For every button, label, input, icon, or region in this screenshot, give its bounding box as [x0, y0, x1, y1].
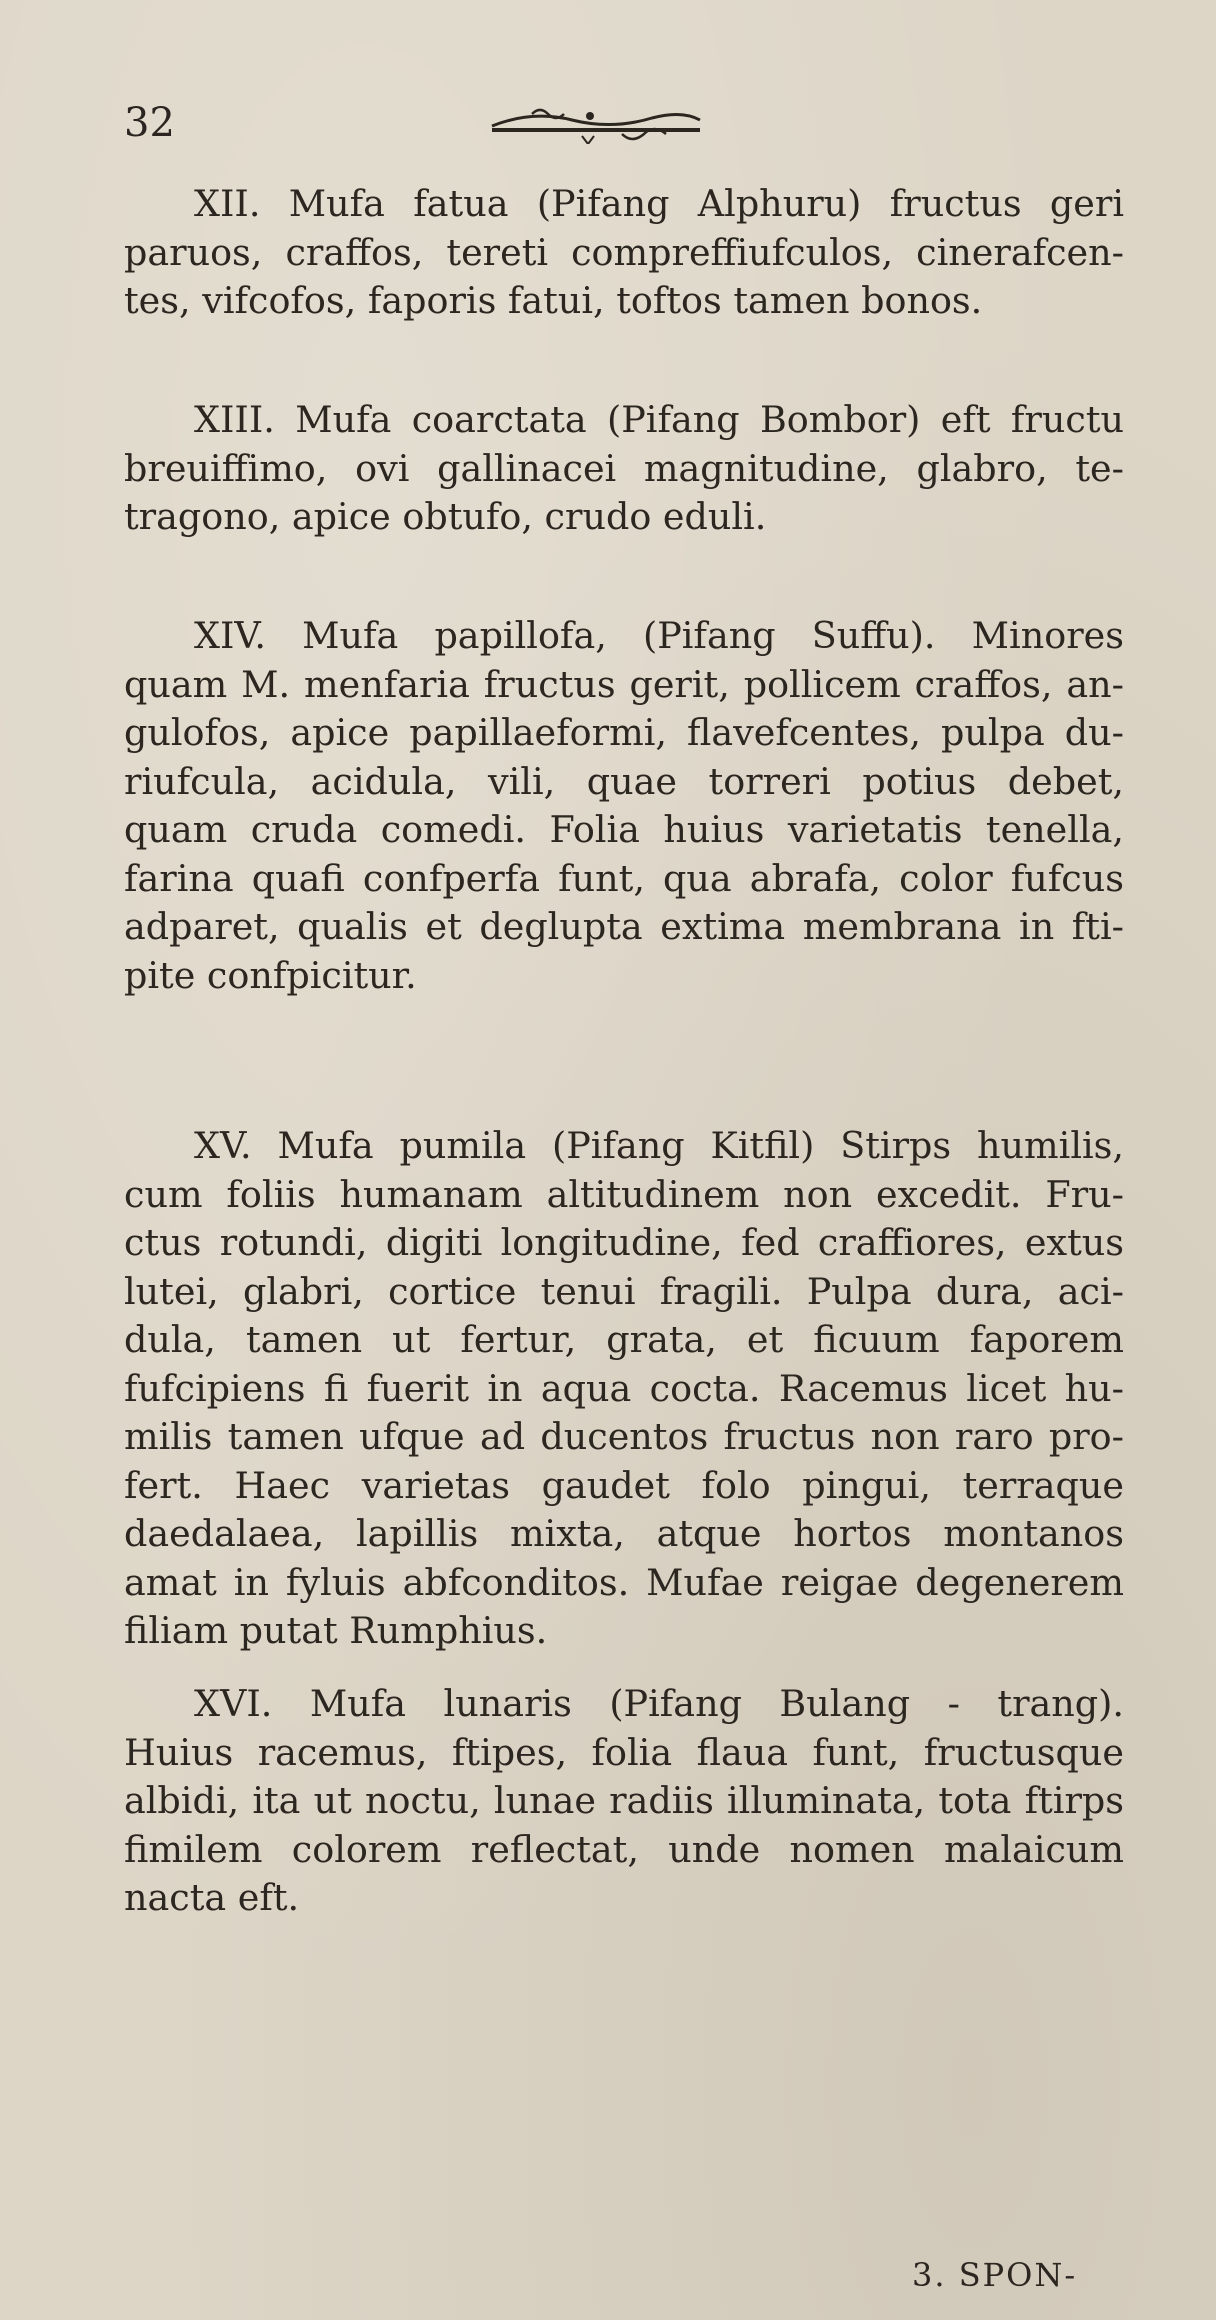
- entry-line: fert. Haec varietas gaudet folo pingui, terraque: [124, 1463, 1124, 1507]
- entry-line: daedalaea, lapillis mixta, atque hortos montanos: [124, 1512, 1124, 1555]
- entry-line: ctus rotundi, digiti longitudine, fed craffiores, extus: [124, 1221, 1124, 1264]
- entry-line: Huius racemus, ftipes, folia flaua funt, fructusque: [124, 1730, 1124, 1774]
- entry-line: XVI. Mufa lunaris (Pifang Bulang - trang).: [194, 1682, 1124, 1725]
- entry-line: filiam putat Rumphius.: [124, 1609, 548, 1652]
- entry-line: XV. Mufa pumila (Pifang Kitfil) Stirps humilis,: [194, 1124, 1124, 1167]
- entry-line: farina quafi confperfa funt, qua abrafa, color fufcus: [124, 856, 1124, 900]
- entry-line: lutei, glabri, cortice tenui fragili. Pulpa dura, aci-: [124, 1269, 1124, 1313]
- decorative-rule-ornament-icon: [472, 100, 712, 144]
- entry-line: riufcula, acidula, vili, quae torreri potius debet,: [124, 759, 1124, 803]
- entry-line: paruos, craffos, tereti compreffiufculos, cinerafcen-: [124, 230, 1124, 274]
- entry-line: dula, tamen ut fertur, grata, et ficuum faporem: [124, 1318, 1124, 1361]
- entry-line: amat in fyluis abfconditos. Mufae reigae degenerem: [124, 1560, 1124, 1604]
- entry-line: quam M. menfaria fructus gerit, pollicem craffos, an-: [124, 662, 1124, 706]
- entry-line: cum foliis humanam altitudinem non excedit. Fru-: [124, 1172, 1124, 1216]
- entry-line: albidi, ita ut noctu, lunae radiis illuminata, tota ftirps: [124, 1779, 1124, 1822]
- page-number: 32: [124, 100, 175, 146]
- entry-line: milis tamen ufque ad ducentos fructus non raro pro-: [124, 1415, 1124, 1458]
- entry-line: fimilem colorem reflectat, unde nomen malaicum: [124, 1827, 1124, 1871]
- entry-xii: [124, 180, 1124, 326]
- entry-line: XIV. Mufa papillofa, (Pifang Suffu). Minores: [194, 614, 1124, 657]
- entry-line: XIII. Mufa coarctata (Pifang Bombor) eft fructu: [194, 398, 1124, 441]
- catchword: 3. SPON-: [912, 2256, 1078, 2294]
- entry-line: adparet, qualis et deglupta extima membrana in fti-: [124, 905, 1124, 948]
- entry-line: XII. Mufa fatua (Pifang Alphuru) fructus geri: [194, 182, 1124, 225]
- entry-line: gulofos, apice papillaeformi, flavefcentes, pulpa du-: [124, 711, 1124, 754]
- page-header: [124, 98, 1104, 148]
- entry-xiv: [124, 612, 1124, 1000]
- entry-line: quam cruda comedi. Folia huius varietatis tenella,: [124, 808, 1124, 851]
- entry-line: nacta eft.: [124, 1876, 300, 1919]
- entry-line: fufcipiens fi fuerit in aqua cocta. Racemus licet hu-: [124, 1366, 1124, 1410]
- entry-xvi: [124, 1680, 1124, 1923]
- entry-line: pite confpicitur.: [124, 953, 417, 997]
- entry-xiii: [124, 396, 1124, 542]
- entry-line: breuiffimo, ovi gallinacei magnitudine, glabro, te-: [124, 446, 1124, 490]
- entry-xv: [124, 1122, 1124, 1656]
- entry-line: tes, vifcofos, faporis fatui, toftos tamen bonos.: [124, 279, 983, 322]
- entry-line: tragono, apice obtufo, crudo eduli.: [124, 495, 767, 538]
